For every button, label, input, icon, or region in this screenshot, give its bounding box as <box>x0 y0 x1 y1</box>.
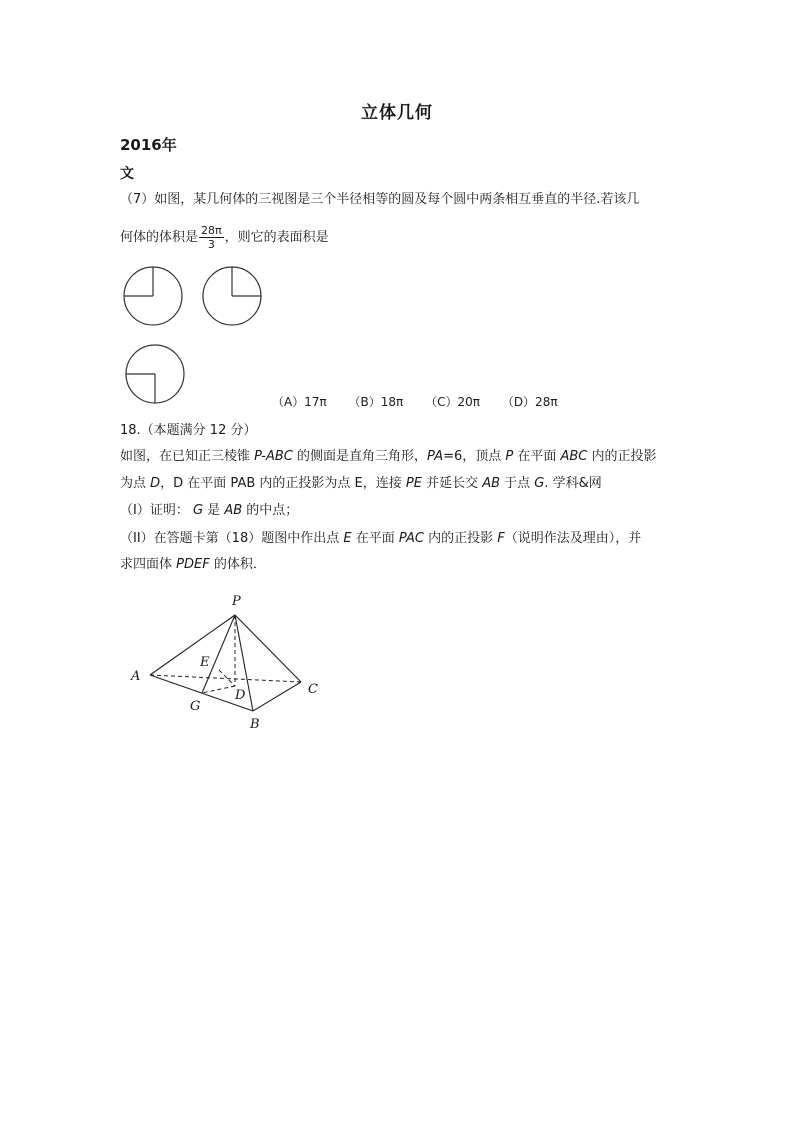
q7-line2-pre: 何体的体积是 <box>120 230 199 245</box>
q18-l2-c: ，D 在平面 PAB 内的正投影为点 E，连接 <box>160 476 406 491</box>
three-views-figure <box>118 260 278 410</box>
section-heading: 文 <box>120 166 134 182</box>
q18-l1-h: ABC <box>560 449 588 464</box>
q18-header: 18.（本题满分 12 分） <box>120 423 257 438</box>
q18-p2-g: （说明作法及理由），并 <box>504 531 642 546</box>
q18-l2-h: G <box>534 476 545 491</box>
choice-c[interactable]: （C）20π <box>425 395 480 409</box>
q18-l1-c: 的侧面是直角三角形， <box>292 449 427 464</box>
q18-l2-a: 为点 <box>120 476 151 491</box>
q18-p1-c: 是 <box>203 503 225 518</box>
q18-line1 <box>120 447 657 467</box>
label-b: B <box>250 717 260 732</box>
q18-p2-f: F <box>497 531 505 546</box>
label-d: D <box>235 688 246 703</box>
q18-p3-b: PDEF <box>176 557 210 572</box>
q18-l1-e: =6，顶点 <box>443 449 506 464</box>
q18-p2-e: 内的正投影 <box>424 531 498 546</box>
q18-l1-g: 在平面 <box>513 449 561 464</box>
fraction-denominator: 3 <box>207 238 215 251</box>
q18-p3-a: 求四面体 <box>120 557 177 572</box>
choice-d[interactable]: （D）28π <box>501 395 558 409</box>
q18-p1-b: G <box>192 503 204 518</box>
label-a: A <box>131 669 141 684</box>
label-g: G <box>190 699 201 714</box>
q18-p1-a: （I）证明： <box>120 503 193 518</box>
pyramid-hidden-edges <box>150 615 301 693</box>
page-title: 立体几何 <box>361 103 433 123</box>
q18-p2-c: 在平面 <box>351 531 399 546</box>
q18-l1-f: P <box>505 449 514 464</box>
front-view-circle <box>124 267 182 325</box>
q7-line1: （7）如图，某几何体的三视图是三个半径相等的圆及每个圆中两条相互垂直的半径.若该几 <box>120 192 640 207</box>
q18-l1-b: P-ABC <box>254 449 293 464</box>
pyramid-figure <box>125 590 340 735</box>
q18-l1-i: 内的正投影 <box>587 449 657 464</box>
side-view-circle <box>203 267 261 325</box>
segment-dg <box>202 686 235 693</box>
q18-p1-d: AB <box>224 503 243 518</box>
q18-p2-d: PAC <box>398 531 424 546</box>
q18-line2 <box>120 474 602 494</box>
choice-a[interactable]: （A）17π <box>272 395 327 409</box>
q7-line2 <box>120 224 329 251</box>
q18-part1 <box>120 501 298 521</box>
q18-l2-i: . 学科&网 <box>544 476 602 491</box>
year-heading: 2016年 <box>120 136 177 154</box>
pyramid-solid-edges <box>150 615 301 711</box>
edge-bc <box>253 682 301 711</box>
q18-l1-d: PA <box>427 449 444 464</box>
choice-b[interactable]: （B）18π <box>348 395 404 409</box>
q18-l2-e: 并延长交 <box>421 476 483 491</box>
label-e: E <box>200 655 210 670</box>
q18-part3 <box>120 555 266 575</box>
q18-p1-e: 的中点； <box>242 503 299 518</box>
q18-part2 <box>120 529 641 549</box>
q18-p3-c: 的体积． <box>209 557 266 572</box>
q18-l1-a: 如图，在已知正三棱锥 <box>120 449 255 464</box>
q18-p2-b: E <box>343 531 352 546</box>
q18-l2-g: 于点 <box>500 476 535 491</box>
label-p: P <box>232 594 241 609</box>
volume-fraction <box>199 224 224 251</box>
label-c: C <box>308 682 318 697</box>
edge-pc <box>235 615 301 682</box>
fraction-numerator: 28π <box>201 224 222 237</box>
q18-l2-f: AB <box>482 476 501 491</box>
q18-l2-b: D <box>150 476 161 491</box>
q7-line2-post: ，则它的表面积是 <box>224 230 329 245</box>
top-view-circle <box>126 345 184 403</box>
q18-l2-d: PE <box>405 476 422 491</box>
q18-p2-a: （II）在答题卡第（18）题图中作出点 <box>120 531 344 546</box>
q7-choices <box>272 393 576 410</box>
